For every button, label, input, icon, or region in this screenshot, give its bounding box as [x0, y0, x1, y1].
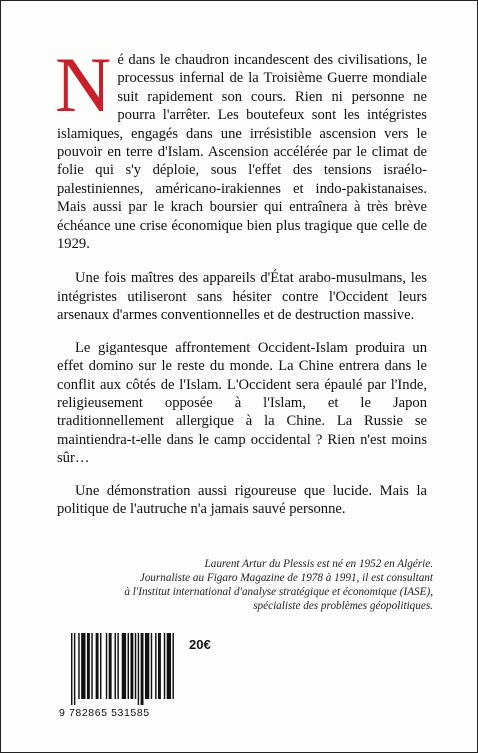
blurb-paragraph-3: Le gigantesque affrontement Occident-Islam produira un effet domino sur le reste du monde. La Chine entrera dans le conflit aux côtés de l'Islam. L'Occident sera épaulé par l'Inde, religieusement opposée à l'Islam, et le Japon traditionnellement allergique à la Chine. La Russie se maintiendra-t-elle dans le camp occidental ? Rien n'est moins sûr…: [57, 339, 427, 467]
barcode-bar: [74, 633, 75, 705]
barcode-bar: [164, 633, 165, 699]
barcode-bar: [109, 633, 112, 699]
barcode-bar: [91, 633, 92, 699]
barcode-bar: [158, 633, 161, 699]
author-bio: [81, 557, 433, 613]
barcode-bar: [122, 633, 126, 699]
barcode-graphic: [71, 633, 175, 707]
blurb-paragraph-1-text: é dans le chaudron incandescent des civilisations, le processus infernal de la Troisième Guerre mondiale suit rapidement son cours. Rien ni personne ne pourra l'arrêter. Les boutefeux sont les intégristes islamiques, engagés dans une irrésistible ascension vers le pouvoir en terre d'Islam. Ascension accélérée par le climat de folie qui s'y déploie, sous l'effet des tensions israélo-palestiniennes, américano-irakiennes et indo-pakistanaises. Mais aussi par le krach boursier qui entraînera à très brève échéance une crise économique bien plus tragique que celle de 1929.: [57, 52, 427, 253]
barcode-bar: [87, 633, 90, 699]
barcode-bar: [78, 633, 79, 699]
drop-cap-letter: N: [55, 41, 112, 128]
barcode-bar: [141, 633, 144, 705]
barcode-bar: [151, 633, 152, 699]
barcode-bar: [130, 633, 133, 699]
barcode-bar: [128, 633, 129, 699]
author-bio-line: Journaliste au Figaro Magazine de 1978 à 1991, il est consultant: [139, 572, 433, 584]
barcode-bar: [173, 633, 174, 699]
barcode-bar: [135, 633, 136, 699]
blurb-text: [55, 41, 427, 532]
barcode-bar: [138, 633, 139, 705]
barcode-bar: [81, 633, 85, 699]
barcode-bar: [71, 633, 72, 705]
barcode-bar: [96, 633, 99, 699]
isbn-barcode: [59, 633, 181, 731]
isbn-number: 9 782865 531585: [59, 707, 150, 719]
blurb-paragraph-1: [55, 41, 427, 253]
barcode-bar: [106, 633, 107, 699]
price-label: 20€: [189, 637, 211, 652]
barcode-bar: [117, 633, 118, 699]
author-bio-line: à l'Institut international d'analyse stratégique et économique (IASE),: [124, 586, 433, 598]
barcode-bar: [167, 633, 171, 699]
barcode-bar: [100, 633, 101, 699]
blurb-paragraph-4: Une démonstration aussi rigoureuse que lucide. Mais la politique de l'autruche n'a jamais sauvé personne.: [57, 482, 427, 517]
barcode-bar: [115, 633, 116, 699]
blurb-paragraph-2: Une fois maîtres des appareils d'État arabo-musulmans, les intégristes utiliseront sans hésiter contre l'Occident leurs arsenaux d'armes conventionnelles et de destruction massive.: [57, 270, 427, 324]
barcode-bar: [155, 633, 156, 699]
barcode-bar: [145, 633, 149, 699]
author-bio-line: Laurent Artur du Plessis est né en 1952 en Algérie.: [204, 558, 433, 570]
author-bio-line: spécialiste des problèmes géopolitiques.: [253, 600, 433, 612]
